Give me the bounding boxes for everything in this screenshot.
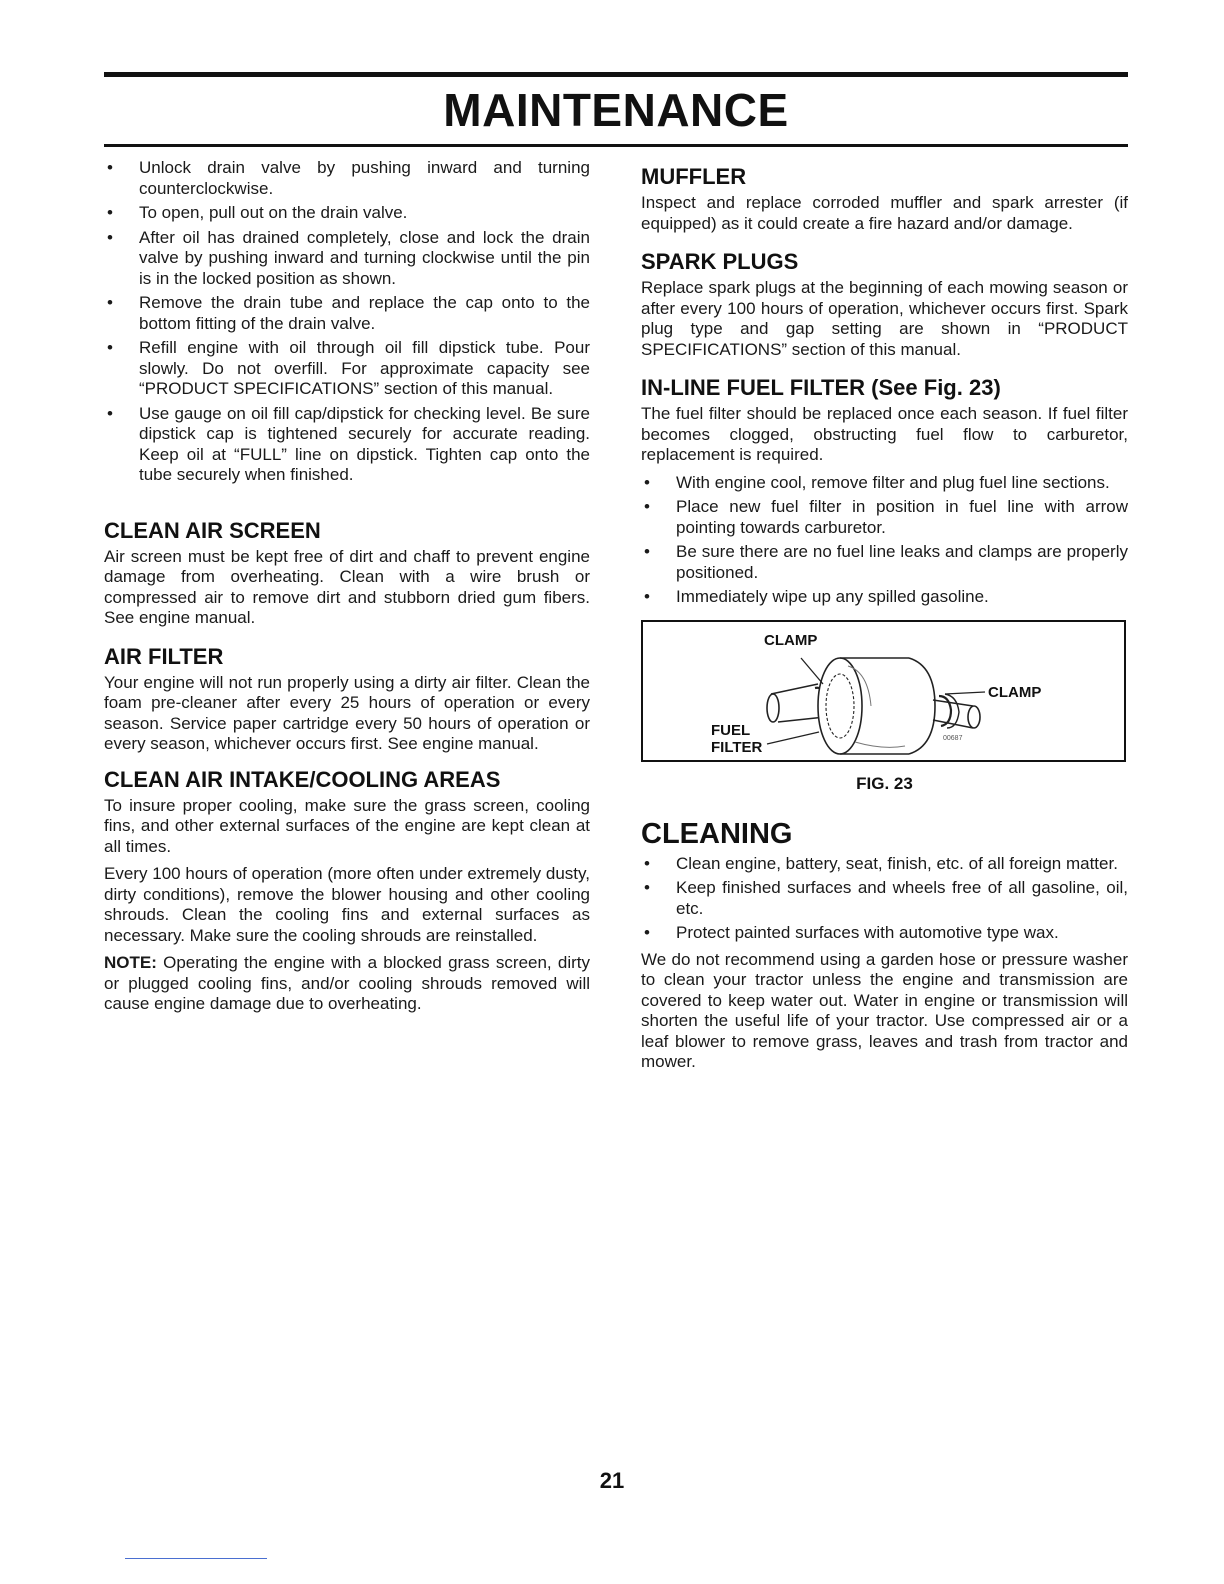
air-filter-heading: AIR FILTER [104, 643, 224, 669]
list-item: • Immediately wipe up any spilled gasoline. [644, 587, 989, 606]
header-bottom-rule [104, 144, 1128, 147]
list-item: • To open, pull out on the drain valve. [107, 203, 408, 222]
cleaning-heading: CLEANING [641, 817, 793, 850]
fuel-filter-body: The fuel filter should be replaced once each season. If fuel filter becomes clogged, obstructing fuel flow to carburetor, replacement is required. [641, 404, 1128, 464]
note-paragraph [104, 953, 590, 1015]
clean-air-intake-heading: CLEAN AIR INTAKE/COOLING AREAS [104, 766, 501, 792]
left-column [104, 158, 590, 1022]
spark-plugs-body: Replace spark plugs at the beginning of each mowing season or after every 100 hours of operation, whichever occurs first. Spark plug type and gap setting are shown in “PRODUCT SPECIFICATIONS” section of this manual. [641, 278, 1128, 359]
fuel-filter-heading: IN-LINE FUEL FILTER (See Fig. 23) [641, 375, 1001, 400]
clean-air-screen-heading: CLEAN AIR SCREEN [104, 517, 321, 543]
cleaning-body: We do not recommend using a garden hose or pressure washer to clean your tractor unless the engine and transmission are covered to keep water out. Water in engine or transmission will shorten the useful life of your tractor. Use compressed air or a leaf blower to remove grass, leaves and trash from tractor and mower. [641, 949, 1128, 1071]
muffler-heading: MUFFLER [641, 164, 747, 189]
fuel-filter-steps [641, 473, 1128, 608]
muffler-body: Inspect and replace corroded muffler and spark arrester (if equipped) as it could create a fire hazard and/or damage. [641, 193, 1128, 233]
clamp-top-label: CLAMP [764, 631, 818, 649]
air-filter-body: Your engine will not run properly using a dirty air filter. Clean the foam pre-cleaner after every 25 hours of operation or every season. Service paper cartridge every 50 hours of operation or every season, whichever occurs first. See engine manual. [104, 672, 590, 753]
note-text: Operating the engine with a blocked grass screen, dirty or plugged cooling fins, and/or cooling shrouds removed will cause engine damage due to overheating. [104, 953, 590, 1013]
filter-label: FILTER [711, 738, 763, 756]
clean-air-intake-body-1: To insure proper cooling, make sure the grass screen, cooling fins, and other external surfaces of the engine are kept clean at all times. [104, 795, 590, 856]
figure-caption: FIG. 23 [856, 773, 913, 793]
header-top-rule [104, 72, 1128, 77]
page-title: MAINTENANCE [443, 84, 789, 136]
fuel-filter-figure [641, 620, 1126, 762]
list-item: • Unlock drain valve by pushing inward and turning counterclockwise. [107, 158, 590, 198]
cleaning-steps [641, 854, 1128, 944]
list-item: • Keep finished surfaces and wheels free of all gasoline, oil, etc. [644, 878, 1128, 918]
footer-link-underline [125, 1558, 267, 1559]
list-item: • With engine cool, remove filter and plug fuel line sections. [644, 472, 1110, 492]
fuel-label: FUEL [711, 721, 751, 739]
spark-plugs-heading: SPARK PLUGS [641, 249, 799, 274]
svg-text:00687: 00687 [943, 734, 963, 742]
page-number: 21 [599, 1468, 625, 1493]
oil-drain-steps [104, 158, 590, 486]
list-item: • Protect painted surfaces with automotive type wax. [644, 923, 1059, 942]
list-item: • After oil has drained completely, close and lock the drain valve by pushing inward and turning clockwise until the pin is in the locked position as shown. [107, 227, 590, 288]
list-item: • Use gauge on oil fill cap/dipstick for checking level. Be sure dipstick cap is tightened securely for accurate reading. Keep oil at “FULL” line on dipstick. Tighten cap onto the tube securely when finished. [107, 403, 590, 484]
list-item: • Refill engine with oil through oil fill dipstick tube. Pour slowly. Do not overfill. For approximate capacity see “PRODUCT SPECIFICATIONS” section of this manual. [107, 338, 590, 398]
clean-air-intake-body-2: Every 100 hours of operation (more often under extremely dusty, dirty conditions), remove the blower housing and other cooling shrouds. Clean the cooling fins and external surfaces as necessary. Make sure the cooling shrouds are reinstalled. [104, 864, 590, 945]
clean-air-screen-body: Air screen must be kept free of dirt and chaff to prevent engine damage from overheating. Clean with a wire brush or compressed air to remove dirt and stubborn dried gum fibers. See engine manual. [104, 546, 590, 627]
right-column [641, 158, 1128, 1080]
list-item: • Place new fuel filter in position in fuel line with arrow pointing towards carburetor. [644, 497, 1128, 537]
list-item: • Remove the drain tube and replace the cap onto to the bottom fitting of the drain valve. [107, 293, 590, 333]
clamp-right-label: CLAMP [988, 683, 1042, 701]
list-item: • Clean engine, battery, seat, finish, etc. of all foreign matter. [644, 853, 1118, 873]
list-item: • Be sure there are no fuel line leaks and clamps are properly positioned. [644, 542, 1128, 582]
note-label: NOTE: [104, 953, 157, 972]
